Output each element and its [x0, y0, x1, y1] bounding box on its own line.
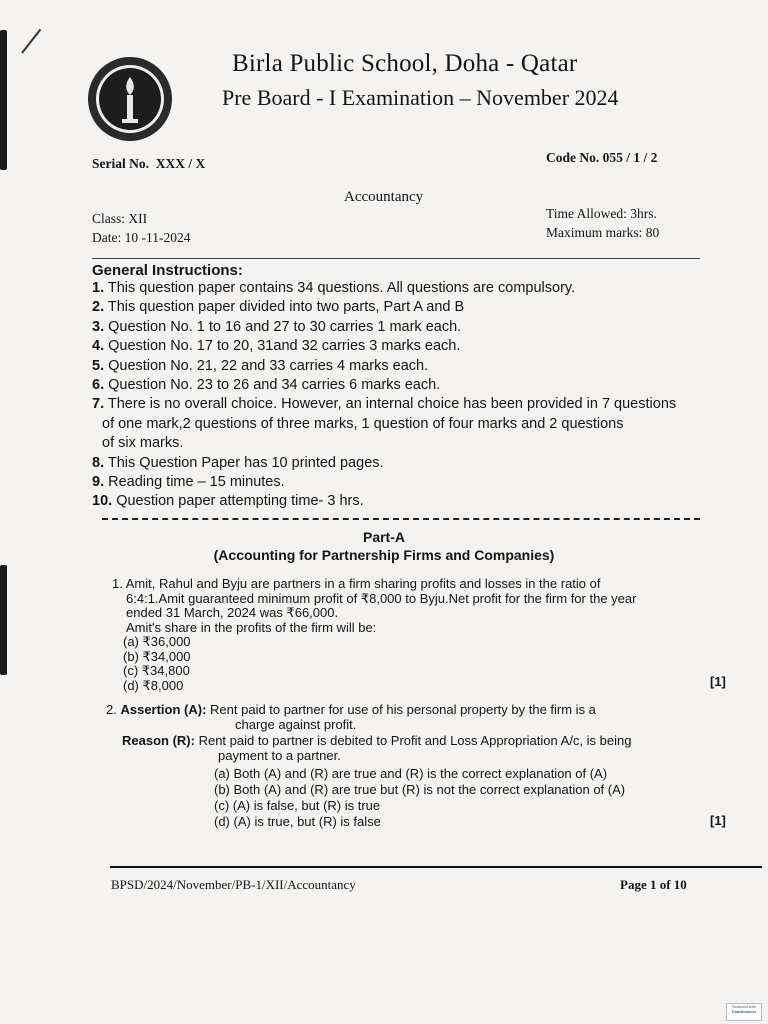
subject-title: Accountancy — [344, 189, 424, 205]
instructions-title: General Instructions: — [92, 262, 243, 279]
exam-date: Date: 10 -11-2024 — [92, 230, 191, 245]
code-number: Code No. 055 / 1 / 2 — [546, 150, 658, 165]
instruction-item: 9. Reading time – 15 minutes. — [92, 474, 285, 491]
instruction-continuation: of one mark,2 questions of three marks, 1 question of four marks and 2 questions — [102, 415, 624, 432]
section-divider — [102, 518, 700, 520]
assertion-label: Assertion (A): — [120, 702, 207, 717]
option-b: (b) Both (A) and (R) are true but (R) is not the correct explanation of (A) — [214, 782, 626, 797]
class-info: Class: XII — [92, 211, 148, 226]
instruction-item: 7. There is no overall choice. However, an internal choice has been provided in 7 questions — [92, 396, 677, 413]
marks-q1: [1] — [710, 674, 726, 689]
serial-number — [92, 156, 205, 172]
school-name: Birla Public School, Doha - Qatar — [232, 50, 578, 77]
footer-reference: BPSD/2024/November/PB-1/XII/Accountancy — [111, 877, 356, 892]
instruction-continuation: of six marks. — [102, 435, 184, 452]
question-number: 1. — [112, 576, 123, 591]
option-a: (a) ₹36,000 — [123, 634, 191, 649]
question-number: 2. — [106, 702, 117, 717]
instruction-item: 4. Question No. 17 to 20, 31and 32 carries 3 marks each. — [92, 338, 461, 355]
instruction-item: 10. Question paper attempting time- 3 hrs. — [92, 493, 364, 510]
option-a: (a) Both (A) and (R) are true and (R) is the correct explanation of (A) — [214, 766, 608, 781]
part-title: Part-A — [362, 529, 405, 545]
instruction-item: 8. This Question Paper has 10 printed pages. — [92, 454, 384, 471]
exam-title: Pre Board - I Examination – November 2024 — [222, 85, 619, 110]
instructions-list — [92, 279, 742, 512]
marks-q2: [1] — [710, 813, 726, 828]
pen-mark — [21, 29, 41, 54]
instruction-item: 5. Question No. 21, 22 and 33 carries 4 marks each. — [92, 357, 429, 374]
time-allowed: Time Allowed: 3hrs. — [546, 206, 657, 221]
option-d: (d) (A) is true, but (R) is false — [214, 814, 381, 829]
school-logo — [86, 55, 174, 143]
page-number: Page 1 of 10 — [620, 877, 687, 892]
instruction-item: 3. Question No. 1 to 16 and 27 to 30 carries 1 mark each. — [92, 318, 462, 335]
scanner-watermark: Scanned with CamScanner — [726, 1003, 762, 1021]
header-divider — [92, 258, 700, 259]
instruction-item: 1. This question paper contains 34 questions. All questions are compulsory. — [92, 280, 576, 296]
reason-label: Reason (R): — [122, 733, 195, 748]
part-subtitle: (Accounting for Partnership Firms and Companies) — [213, 547, 555, 563]
serial-label: Serial No. — [92, 156, 149, 171]
question-1: 1. Amit, Rahul and Byju are partners in a firm sharing profits and losses in the ratio of 6:4:1.Amit guaranteed minimum profit of ₹8,000 to Byju.Net profit for the firm for the year ended 31 March, 2024 was ₹66,000. Amit's share in the profits of the firm will be: (a) ₹36,000 (b) ₹34,000 (c) ₹34,800 (d) ₹8,000 — [112, 577, 732, 693]
serial-value: XXX / X — [155, 156, 206, 171]
scan-edge-mark — [0, 565, 7, 675]
option-c: (c) ₹34,800 — [123, 663, 190, 678]
scan-edge-mark — [0, 30, 7, 170]
option-c: (c) (A) is false, but (R) is true — [214, 798, 381, 813]
footer-divider — [110, 866, 762, 868]
option-d: (d) ₹8,000 — [123, 677, 184, 693]
instruction-item: 2. This question paper divided into two parts, Part A and B — [92, 299, 465, 316]
max-marks: Maximum marks: 80 — [546, 225, 660, 240]
question-2: 2. Assertion (A): Rent paid to partner for use of his personal property by the firm is a charge against profit. Reason (R): Rent paid to partner is debited to Profit and Loss Appropriation A/c, is being payment to a partner. (a) Both (A) and (R) are true and (R) is the correct explanation of (A) (b) Both (A) and (R) are true but (R) is not the correct explanation of (A) (c) (A) is false, but (R) is true (d) (A) is true, but (R) is false — [106, 703, 736, 830]
instruction-item: 6. Question No. 23 to 26 and 34 carries 6 marks each. — [92, 377, 441, 394]
option-b: (b) ₹34,000 — [123, 648, 191, 664]
